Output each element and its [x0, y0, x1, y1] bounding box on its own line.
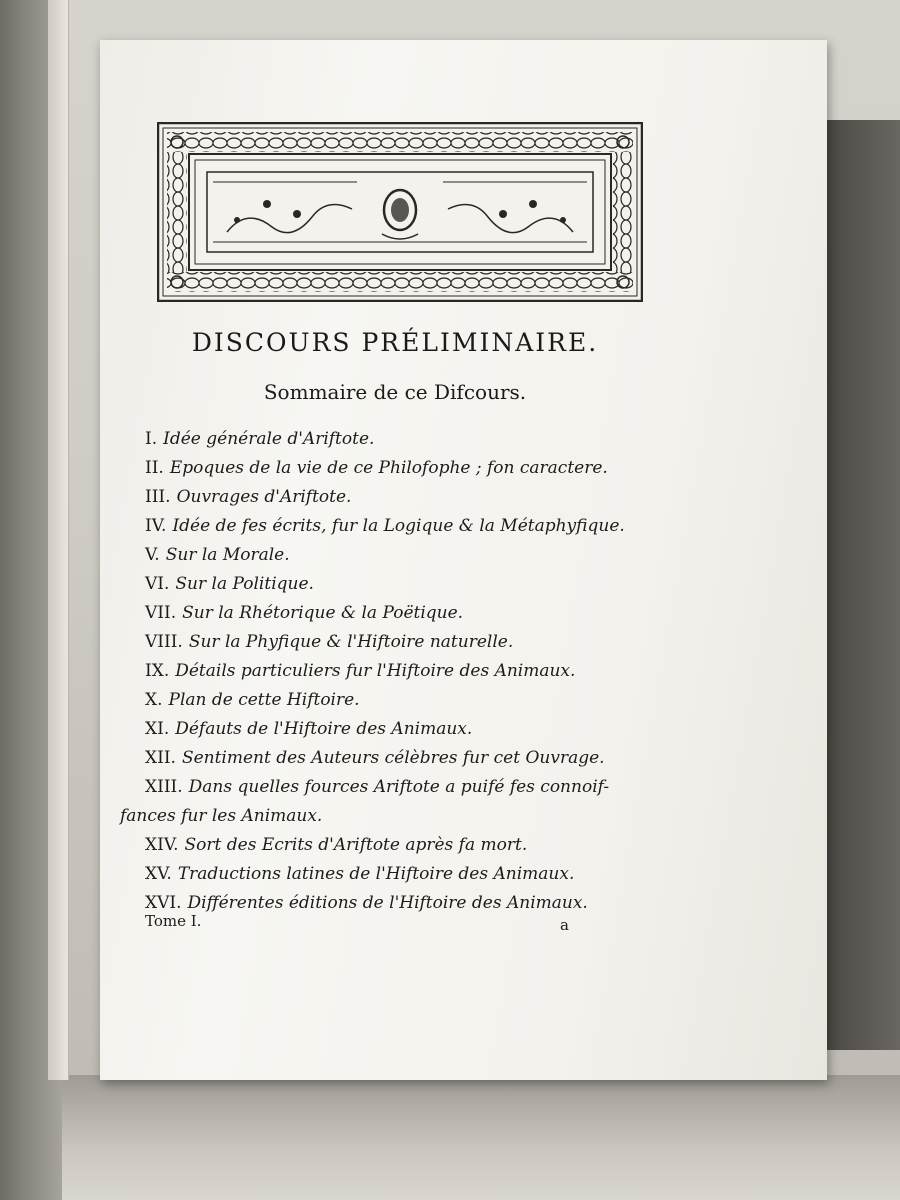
toc-item	[145, 744, 705, 773]
toc-number: XV.	[145, 864, 172, 884]
section-subtitle: Sommaire de ce Difcours.	[263, 380, 527, 404]
toc-text: Sur la Phyfique & l'Hiftoire naturelle.	[188, 632, 514, 652]
toc-text: Plan de cette Hiftoire.	[168, 690, 360, 710]
toc-item	[145, 541, 705, 570]
toc-text: Idée générale d'Ariftote.	[163, 429, 375, 449]
toc-text: Ouvrages d'Ariftote.	[176, 487, 352, 507]
toc-number: IX.	[145, 661, 170, 681]
toc-item	[145, 715, 705, 744]
toc-text: Défauts de l'Hiftoire des Animaux.	[175, 719, 473, 739]
toc-number: XI.	[145, 719, 170, 739]
toc-number: X.	[145, 690, 163, 710]
toc-item	[145, 657, 705, 686]
toc-number: VI.	[145, 574, 170, 594]
toc-number: II.	[145, 458, 164, 478]
toc-number: V.	[145, 545, 160, 565]
toc-number: VIII.	[145, 632, 183, 652]
toc-text: Sort des Ecrits d'Ariftote après fa mort.	[184, 835, 528, 855]
toc-item	[145, 425, 705, 454]
toc-text: Sur la Politique.	[175, 574, 314, 594]
toc-item	[145, 889, 705, 918]
toc-item-continuation	[120, 802, 705, 831]
toc-text: Sur la Morale.	[165, 545, 290, 565]
toc-item	[145, 831, 705, 860]
toc-number: III.	[145, 487, 171, 507]
toc-text: Sentiment des Auteurs célèbres fur cet Ouvrage.	[181, 748, 605, 768]
table-shadow	[62, 1075, 900, 1200]
toc-item	[145, 686, 705, 715]
toc-number: XIII.	[145, 777, 183, 797]
toc-number: VII.	[145, 603, 177, 623]
toc-item	[145, 512, 705, 541]
toc-item	[145, 483, 705, 512]
toc-number: IV.	[145, 516, 167, 536]
toc-text: fances fur les Animaux.	[120, 806, 323, 826]
table-of-contents	[120, 425, 705, 918]
toc-number: XII.	[145, 748, 176, 768]
toc-number: XIV.	[145, 835, 179, 855]
toc-text: Traductions latines de l'Hiftoire des Animaux.	[177, 864, 575, 884]
toc-text: Détails particuliers fur l'Hiftoire des Animaux.	[175, 661, 576, 681]
toc-item	[145, 860, 705, 889]
toc-number: XVI.	[145, 893, 182, 913]
toc-item	[145, 628, 705, 657]
toc-item	[145, 599, 705, 628]
book-page	[100, 40, 827, 1080]
toc-text: Dans quelles fources Ariftote a puifé fes connoif-	[188, 777, 610, 797]
toc-item	[145, 454, 705, 483]
toc-text: Sur la Rhétorique & la Poëtique.	[182, 603, 464, 623]
toc-item	[145, 570, 705, 599]
ornamental-headpiece	[157, 122, 643, 302]
toc-text: Epoques de la vie de ce Philofophe ; fon caractere.	[169, 458, 608, 478]
book-cover-right	[822, 120, 900, 1050]
left-page-edge	[48, 0, 69, 1080]
toc-text: Différentes éditions de l'Hiftoire des Animaux.	[187, 893, 588, 913]
toc-item	[145, 773, 705, 802]
toc-text: Idée de fes écrits, fur la Logique & la Métaphyfique.	[172, 516, 625, 536]
toc-number: I.	[145, 429, 158, 449]
volume-label: Tome I.	[145, 912, 202, 930]
page-title: DISCOURS PRÉLIMINAIRE.	[191, 328, 599, 357]
signature-mark: a	[560, 916, 569, 934]
